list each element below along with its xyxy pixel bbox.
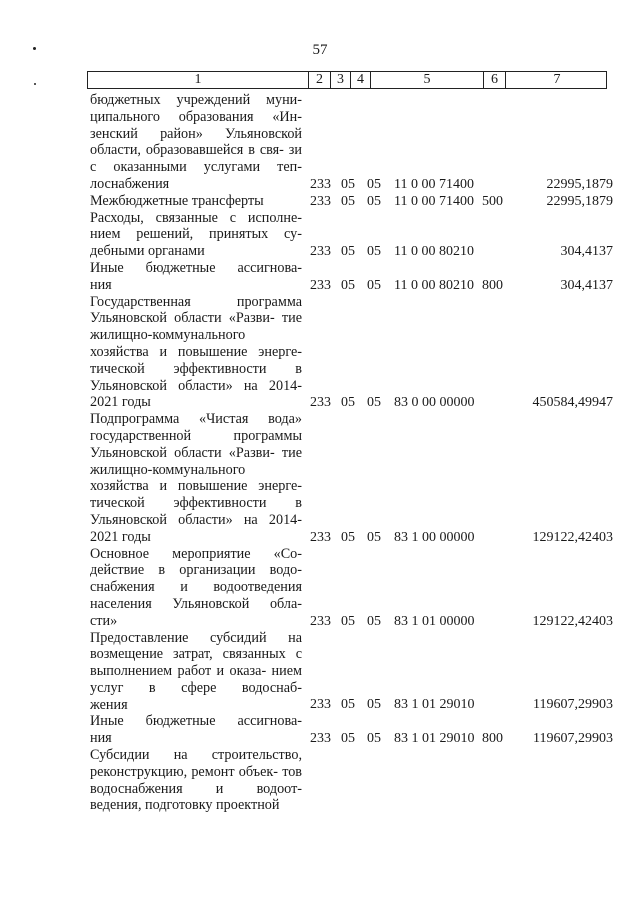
code-pr: 05 [367, 395, 381, 411]
header-cell-4: 4 [350, 72, 370, 88]
amount: 304,4137 [560, 277, 613, 293]
description-line: возмещение затрат, связанных [90, 646, 286, 663]
description-line: Межбюджетные трансферты [90, 192, 264, 209]
description-line: зенский район» Ульяновской [90, 125, 302, 142]
table-row [90, 545, 613, 630]
amount: 304,4137 [560, 243, 613, 259]
code-pr: 05 [367, 176, 381, 192]
page-number: 57 [312, 42, 328, 58]
amount: 450584,49947 [532, 395, 613, 411]
code-gr: 233 [310, 731, 331, 747]
row-description [90, 713, 302, 747]
table-header [87, 71, 607, 89]
table-row [90, 259, 613, 294]
code-rz: 05 [341, 176, 355, 192]
scan-mark-lower [34, 83, 36, 85]
row-description [90, 747, 302, 814]
amount: 22995,1879 [546, 193, 613, 209]
code-cs: 11 0 00 80210 [394, 243, 474, 259]
description-line: государственной программы [90, 427, 302, 444]
header-cell-3: 3 [330, 72, 350, 88]
description-line: действие в организации водо- [90, 562, 302, 579]
description-line: Иные бюджетные ассигнова- [90, 259, 302, 276]
description-line: Ульяновской области «Разви- [90, 310, 275, 327]
description-line: населения Ульяновской обла- [90, 595, 302, 612]
amount: 129122,42403 [532, 529, 613, 545]
table-row [90, 192, 613, 210]
description-line: ния [90, 276, 112, 293]
code-gr: 233 [310, 277, 331, 293]
code-rz: 05 [341, 613, 355, 629]
description-line: бюджетных учреждений муни- [90, 92, 302, 108]
code-gr: 233 [310, 395, 331, 411]
row-description [90, 92, 302, 193]
code-cs: 83 1 00 00000 [394, 529, 475, 545]
description-line: реконструкцию, ремонт объек- [90, 763, 278, 780]
description-line: лоснабжения [90, 175, 170, 192]
amount: 22995,1879 [546, 176, 613, 192]
description-line: сти» [90, 612, 118, 629]
row-description [90, 411, 302, 545]
description-line: ципального образования «Ин- [90, 108, 302, 125]
description-line: 2021 годы [90, 394, 151, 411]
code-rz: 05 [341, 277, 355, 293]
description-line: ведения, подготовку проектной [90, 797, 280, 814]
row-codes [310, 797, 610, 814]
table-row [90, 629, 613, 714]
code-rz: 05 [341, 529, 355, 545]
code-rz: 05 [341, 395, 355, 411]
code-vr: 800 [482, 731, 503, 747]
row-codes [310, 529, 613, 546]
description-line: нием решений, принятых су- [90, 226, 302, 243]
row-codes [310, 730, 613, 747]
header-cell-1: 1 [194, 72, 202, 87]
description-line: Ульяновской области» на 2014- [90, 511, 302, 528]
description-line: тов водоснабжения и водоот- [90, 763, 303, 797]
code-rz: 05 [341, 697, 355, 713]
code-gr: 233 [310, 613, 331, 629]
description-line: Расходы, связанные с исполне- [90, 209, 302, 226]
header-cell-5: 5 [370, 72, 483, 88]
table-row [90, 713, 613, 747]
description-line: дебными органами [90, 243, 205, 260]
description-line: тие жилищно-коммунального [90, 310, 302, 344]
row-description [90, 210, 302, 260]
description-line: ния [90, 730, 112, 747]
code-gr: 233 [310, 529, 331, 545]
row-description [90, 260, 302, 294]
description-line: зи с оказанными услугами теп- [90, 142, 302, 176]
table-row [90, 747, 610, 814]
row-codes [310, 193, 613, 210]
description-line: жения [90, 696, 128, 713]
description-line: Основное мероприятие «Со- [90, 545, 302, 562]
row-codes [310, 176, 613, 193]
code-cs: 11 0 00 80210 [394, 277, 474, 293]
description-line: снабжения и водоотведения [90, 579, 302, 596]
code-gr: 233 [310, 193, 331, 209]
code-cs: 11 0 00 71400 [394, 193, 474, 209]
table-row [90, 92, 613, 193]
description-line: нием услуг в сфере водоснаб- [90, 663, 302, 696]
description-line: Ульяновской области «Разви- [90, 444, 275, 461]
table-row [90, 209, 613, 260]
description-line: Предоставление субсидий на [90, 629, 302, 646]
description-line: 2021 годы [90, 528, 151, 545]
description-line: тической эффективности в [90, 360, 302, 377]
header-cell-2: 2 [308, 72, 330, 88]
row-description [90, 294, 302, 412]
amount: 119607,29903 [533, 697, 613, 713]
row-codes [310, 394, 613, 411]
description-line: хозяйства и повышение энерге- [90, 343, 302, 360]
code-cs: 83 1 01 29010 [394, 731, 475, 747]
code-gr: 233 [310, 243, 331, 259]
code-pr: 05 [367, 731, 381, 747]
header-cell-7: 7 [505, 72, 608, 88]
row-codes [310, 277, 613, 294]
description-line: Иные бюджетные ассигнова- [90, 713, 302, 730]
code-pr: 05 [367, 697, 381, 713]
code-cs: 83 1 01 00000 [394, 613, 475, 629]
code-cs: 83 0 00 00000 [394, 395, 475, 411]
description-line: Субсидии на строительство, [90, 747, 302, 764]
code-rz: 05 [341, 243, 355, 259]
description-line: тической эффективности в [90, 495, 302, 512]
table-row [90, 293, 613, 412]
row-codes [310, 696, 613, 713]
row-codes [310, 243, 613, 260]
code-pr: 05 [367, 243, 381, 259]
code-cs: 83 1 01 29010 [394, 697, 475, 713]
amount: 119607,29903 [533, 731, 613, 747]
code-cs: 11 0 00 71400 [394, 176, 474, 192]
code-gr: 233 [310, 697, 331, 713]
row-codes [310, 613, 613, 630]
code-pr: 05 [367, 277, 381, 293]
description-line: хозяйства и повышение энерге- [90, 478, 302, 495]
code-rz: 05 [341, 731, 355, 747]
row-description [90, 630, 302, 714]
description-line: с выполнением работ и оказа- [90, 646, 302, 680]
code-pr: 05 [367, 193, 381, 209]
code-gr: 233 [310, 176, 331, 192]
description-line: Ульяновской области» на 2014- [90, 377, 302, 394]
header-cell-6: 6 [483, 72, 505, 88]
table-body [90, 92, 613, 814]
code-pr: 05 [367, 529, 381, 545]
code-vr: 800 [482, 277, 503, 293]
code-rz: 05 [341, 193, 355, 209]
description-line: тие жилищно-коммунального [90, 444, 302, 478]
description-line: Государственная программа [90, 293, 302, 310]
code-vr: 500 [482, 193, 503, 209]
row-description [90, 193, 302, 210]
code-pr: 05 [367, 613, 381, 629]
description-line: области, образовавшейся в свя- [90, 142, 284, 159]
table-row [90, 411, 613, 545]
description-line: Подпрограмма «Чистая вода» [90, 411, 302, 428]
row-description [90, 546, 302, 630]
amount: 129122,42403 [532, 613, 613, 629]
